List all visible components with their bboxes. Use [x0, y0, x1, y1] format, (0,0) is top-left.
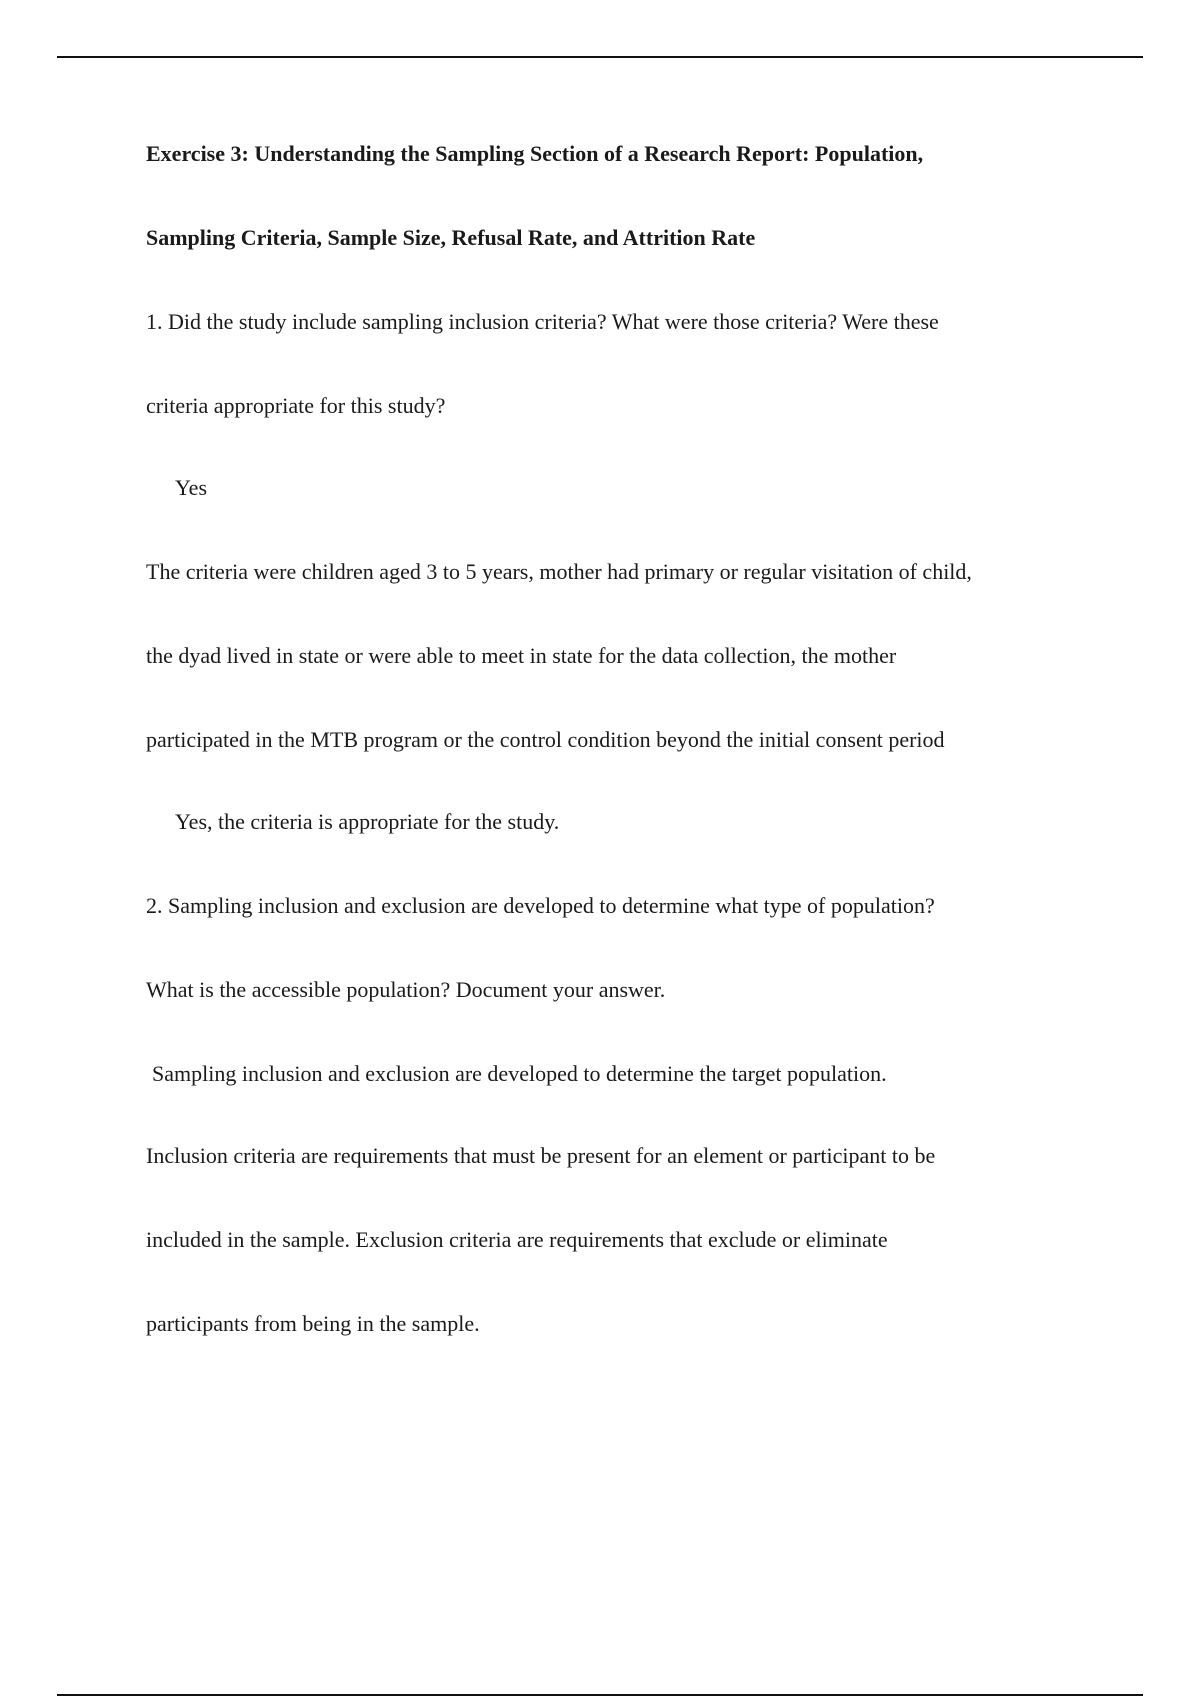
title-line-2: Sampling Criteria, Sample Size, Refusal Rate, and Attrition Rate — [146, 225, 756, 250]
criteria-line-2: the dyad lived in state or were able to meet in state for the data collection, the mother — [146, 643, 897, 668]
header-rule — [57, 56, 1143, 58]
criteria-line-1: The criteria were children aged 3 to 5 years, mother had primary or regular visitation of child, — [146, 559, 972, 584]
answer-2-line-1: Sampling inclusion and exclusion are developed to determine the target population. — [152, 1061, 887, 1086]
answer-1-yes: Yes — [175, 475, 208, 500]
answer-1-appropriate: Yes, the criteria is appropriate for the study. — [175, 809, 560, 834]
answer-2-line-3: included in the sample. Exclusion criteria are requirements that exclude or eliminate — [146, 1227, 888, 1252]
answer-2-line-4: participants from being in the sample. — [146, 1311, 480, 1336]
criteria-line-3: participated in the MTB program or the control condition beyond the initial consent period — [146, 727, 945, 752]
question-1-line-2: criteria appropriate for this study? — [146, 393, 446, 418]
answer-2-line-2: Inclusion criteria are requirements that must be present for an element or participant to be — [146, 1143, 936, 1168]
question-2-line-1: 2. Sampling inclusion and exclusion are developed to determine what type of population? — [146, 893, 935, 918]
footer-rule — [57, 1694, 1143, 1696]
title-line-1: Exercise 3: Understanding the Sampling Section of a Research Report: Population, — [146, 141, 924, 166]
question-2-line-2: What is the accessible population? Document your answer. — [146, 977, 666, 1002]
question-1-line-1: 1. Did the study include sampling inclusion criteria? What were those criteria? Were these — [146, 309, 939, 334]
